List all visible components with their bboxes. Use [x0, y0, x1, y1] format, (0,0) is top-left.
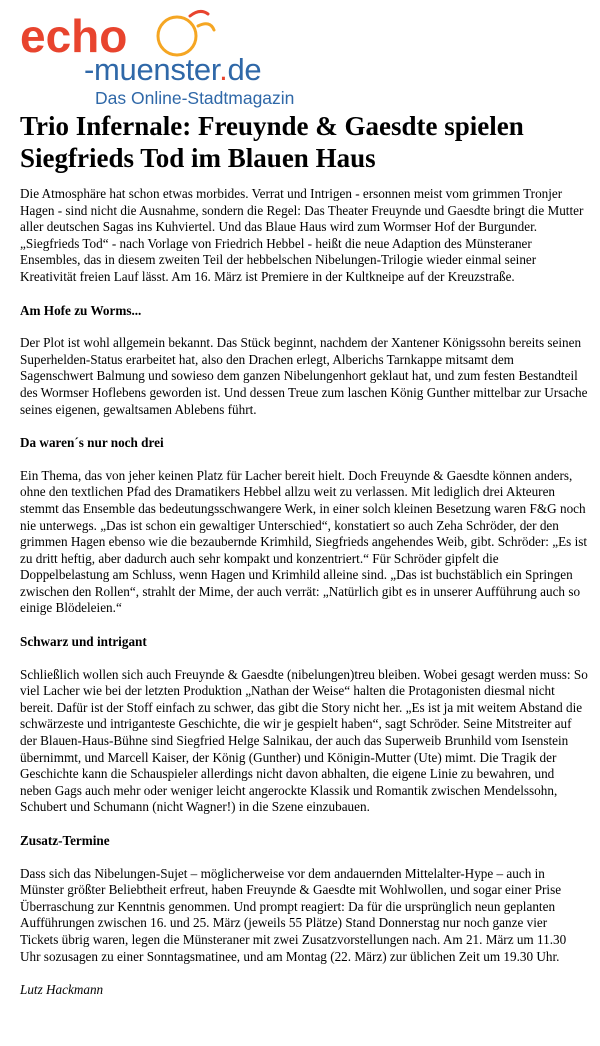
- section-text: Der Plot ist wohl allgemein bekannt. Das Stück beginnt, nachdem der Xantener Königssohn bereits seinen Superhelden-Status erarbeitet hat, also den Drachen erlegt, Alberichs Tarnkappe mitsamt dem Sagenschwert Balmung und sowieso dem ganzen Nibelungenhort geklaut hat, und zum festen Bestandteil des Wormser Hoflebens geworden ist. Und dessen Treue zum laschen König Gunther mittelbar zur Ursache seines eigenen, gewaltsamen Ablebens führt.: [20, 335, 588, 417]
- logo-domain-name: -muenster: [84, 52, 220, 87]
- section-heading: Zusatz-Termine: [20, 833, 110, 848]
- logo-echo-text: echo: [20, 10, 128, 62]
- site-logo[interactable]: [20, 6, 300, 110]
- logo-tagline: Das Online-Stadtmagazin: [95, 88, 295, 108]
- logo-domain: [84, 52, 261, 88]
- section-heading: Da waren´s nur noch drei: [20, 435, 164, 451]
- section-heading: Schwarz und intrigant: [20, 634, 147, 650]
- article-intro: Die Atmosphäre hat schon etwas morbides. Verrat und Intrigen - ersonnen meist vom grimmen Tronjer Hagen - sind nicht die Ausnahme, sondern die Regel: Das Theater Freuynde und Gaesdte bringt die Mutter aller deutschen Sagas ins Kuhviertel. Und das Blaue Haus wird zum Wormser Hof der Burgunder. „Siegfrieds Tod“ - nach Vorlage von Friedrich Hebbel - heißt die neue Adaption des Münsteraner Ensembles, das in diesem zweiten Teil der hebbelschen Nibelungen-Trilogie wieder einmal seiner Kreativität freien Lauf lässt. Am 16. März ist Premiere in der Kultkneipe auf der Kreuzstraße.: [20, 186, 584, 284]
- section-heading: Am Hofe zu Worms...: [20, 302, 142, 318]
- section-text: Ein Thema, das von jeher keinen Platz für Lacher bereit hielt. Doch Freuynde & Gaesdte können anders, ohne den textlichen Pfad des Dramatikers Hebbel allzu weit zu verlassen. Mit lediglich drei Akteuren stemmt das Ensemble das bedeutungsschwangere Werk, in einer solch kleinen Besetzung waren F&G noch nie unterwegs. „Das ist schon ein gewaltiger Unterschied“, konstatiert so auch Zeha Schröder, der den grimmen Hagen ebenso wie die bezaubernde Krimhild, Siegfrieds angehendes Weib, gibt. Schröder: „Es ist zu dritt heftig, aber dadurch auch sehr kompakt und konzentriert.“ Für Schröder gipfelt die Doppelbelastung am Schluss, wenn Hagen und Krimhild alleine sind. „Das ist buchstäblich ein Springen zwischen den Rollen“, strahlt der Mime, der auch verrät: „Natürlich gibt es in unserer Aufführung auch so einige Blödeleien.“: [20, 467, 588, 616]
- article-title: Trio Infernale: Freuynde & Gaesdte spielen Siegfrieds Tod im Blauen Haus: [20, 111, 524, 173]
- article-author: Lutz Hackmann: [20, 982, 104, 998]
- article: [20, 110, 588, 999]
- section-text: Dass sich das Nibelungen-Sujet – möglicherweise vor dem andauernden Mittelalter-Hype – auch in Münster größter Beliebtheit erfreut, haben Freuynde & Gaesdte mit Wohlwollen, und sogar einer Prise Überraschung zur Kenntnis genommen. Und prompt reagiert: Da für die ursprünglich neun geplanten Aufführungen zwischen 16. und 25. März (jeweils 55 Plätze) Stand Donnerstag nur noch ganze vier Tickets übrig waren, legen die Münsteraner mit zwei Zusatzvorstellungen nach. Am 21. März um 11.30 Uhr sozusagen zu einer Sonntagsmatinee, und am Montag (22. März) zur üblichen Zeit um 19.30 Uhr.: [20, 865, 567, 964]
- logo-domain-tld: de: [227, 52, 262, 87]
- logo-domain-dot: .: [219, 52, 228, 87]
- section-text: Schließlich wollen sich auch Freuynde & Gaesdte (nibelungen)treu bleiben. Wobei gesagt werden muss: So viel Lacher wie bei der letzten Produktion „Nathan der Weise“ halten die Protagonisten diesmal nicht bereit. Dafür ist der Stoff einfach zu schwer, das gibt die Story nicht her. „Es ist ja mit weitem Abstand die schwärzeste und intriganteste Geschichte, die wir je gespielt haben“, sagt Schröder. Seine Mitstreiter auf der Blauen-Haus-Bühne sind Siegfried Helge Salnikau, der auch das Superweib Brunhild vom Isenstein übernimmt, und Marcell Kaiser, der König (Gunther) und Königin-Mutter (Ute) mimt. Die Tragik der Geschichte kann die Schauspieler allerdings nicht davon abhalten, die eigene Linie zu bewahren, und neben Gags auch mehr oder weniger leicht angerockte Klassik und Romantik zwischen Mendelssohn, Schubert und Schumann (nicht Wagner!) in die Szene einzubauen.: [20, 666, 588, 815]
- speech-bubble-icon: [158, 11, 214, 55]
